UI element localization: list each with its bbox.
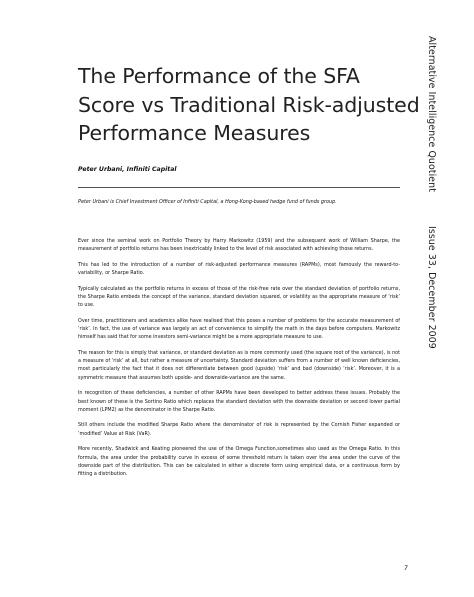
body-paragraph-1: Ever since the seminal work on Portfolio Theory by Harry Markowitz (1959) and the subsequent work of William Sharpe, the measurement of portfolio returns has been inextricably linked to the level of risk associated with achieving those returns. — [78, 238, 400, 253]
title-line-2: Score vs Traditional Risk-adjusted — [78, 92, 420, 117]
divider-rule — [78, 187, 400, 188]
article-title — [78, 62, 420, 148]
publication-name: Alternative Intelligence Quotient — [426, 36, 437, 192]
author-bio: Peter Urbani is Chief Investment Officer of Infiniti Capital, a Hong-Kong-based hedge fund of funds group. — [78, 199, 337, 205]
author-byline: Peter Urbani, Infiniti Capital — [78, 166, 177, 173]
body-paragraph-2: This has led to the introduction of a number of risk-adjusted performance measures (RAPMs), most famously the reward-to-variability, or Sharpe Ratio. — [78, 261, 400, 277]
body-paragraph-4: Over time, practitioners and academics alike have realised that this poses a number of problems for the accurate measurement of ‘risk’. In fact, the use of variance was largely an act of convenience to simplify the math in the days before computers. Markowitz himself has said that for some investors semi-variance might be a more appropriate measure to use. — [78, 317, 400, 341]
issue-label: Issue 33, December 2009 — [426, 226, 437, 349]
body-paragraph-3: Typically calculated as the portfolio returns in excess of those of the risk-free rate over the standard deviation of portfolio returns, the Sharpe Ratio embeds the concept of the variance, standard deviation squared, or volatility as the appropriate measure of ‘risk’ to use. — [78, 285, 400, 309]
running-sidebar — [426, 36, 442, 349]
body-paragraph-7: Still others include the modified Sharpe Ratio where the denominator of risk is represented by the Cornish Fisher expanded or ‘modified’ Value at Risk (VaR). — [78, 422, 400, 437]
body-paragraph-8: More recently, Shadwick and Keating pioneered the use of the Omega Function,sometimes also used as the Omega Ratio. In this formula, the area under the probability curve in excess of some threshold return is taken over the area under the curve of the downside part of the distribution. This can be calculated in either a discrete form using empirical data, or a continuous form by fitting a distribution. — [78, 446, 400, 477]
body-paragraph-6: In recognition of these deficiencies, a number of other RAPMs have been developed to better address these issues. Probably the best known of these is the Sortino Ratio which replaces the standard deviation with the downside deviation or second lower partial moment (LPM2) as the denominator in the Sharpe Ratio. — [78, 390, 400, 413]
body-paragraph-5: The reason for this is simply that variance, or standard deviation as is more commonly used (the square root of the variance), is not a measure of ‘risk’ at all, but rather a measure of uncertainty. Standard deviation suffers from a number of well known deficiencies, most particularly the fact that it does not differentiate between good (upside) ‘risk’ and bad (downside) ‘risk’. Moreover, it is a symmetric measure that assumes both upside- and downside-variance are the same. — [78, 350, 400, 381]
article-body — [78, 237, 400, 486]
title-line-1: The Performance of the SFA — [78, 64, 360, 88]
page-number: 7 — [404, 565, 408, 572]
title-line-3: Performance Measures — [78, 121, 311, 145]
